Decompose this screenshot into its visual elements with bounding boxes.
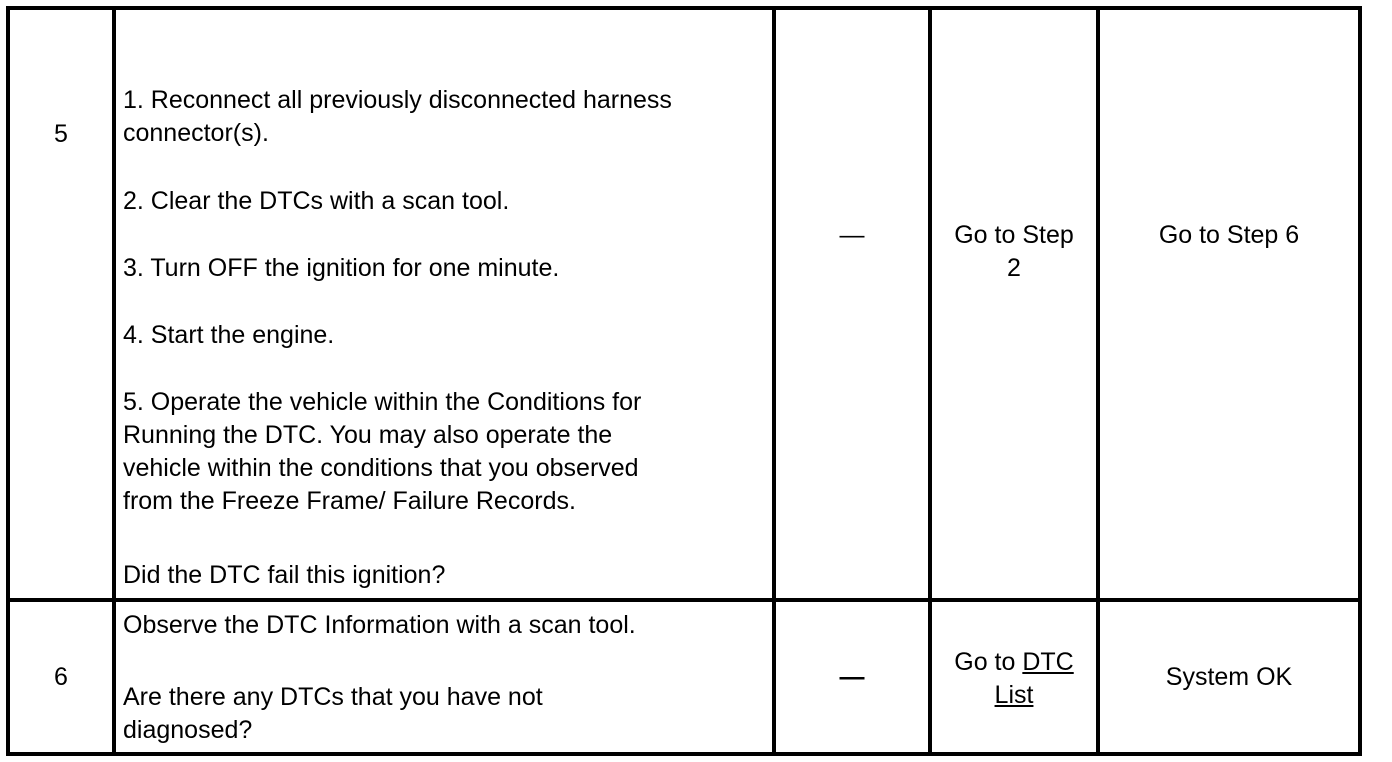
- action-cell: [123, 386, 768, 518]
- action-line: vehicle within the conditions that you observed: [123, 454, 639, 482]
- no-text: System OK: [1165, 663, 1293, 691]
- action-cell: [123, 319, 768, 352]
- table-border-right: [1358, 6, 1362, 756]
- yes-line: [932, 646, 1096, 679]
- action-cell: [123, 185, 768, 218]
- action-cell: [123, 681, 768, 747]
- table-border-top: [6, 6, 1362, 10]
- action-line: connector(s).: [123, 119, 269, 147]
- value-text: —: [839, 221, 865, 249]
- yes-cell: [932, 219, 1096, 285]
- action-line: Running the DTC. You may also operate the: [123, 421, 613, 449]
- column-divider-value: [928, 6, 932, 756]
- action-line: 2. Clear the DTCs with a scan tool.: [123, 187, 510, 215]
- value-cell: [776, 219, 928, 252]
- row-divider: [6, 598, 1362, 602]
- no-cell: [1100, 219, 1358, 252]
- action-cell: [123, 84, 768, 150]
- table-border-bottom: [6, 752, 1362, 756]
- action-cell: [123, 252, 768, 285]
- action-question: [123, 559, 768, 592]
- action-line: diagnosed?: [123, 716, 253, 744]
- step-number-text: 5: [54, 120, 68, 148]
- action-line: 1. Reconnect all previously disconnected harness: [123, 86, 672, 114]
- column-divider-step: [112, 6, 116, 756]
- value-cell: [776, 661, 928, 694]
- yes-line: 2: [1007, 254, 1021, 282]
- action-line: 4. Start the engine.: [123, 321, 335, 349]
- action-line: from the Freeze Frame/ Failure Records.: [123, 487, 576, 515]
- yes-line: Go to Step: [954, 221, 1074, 249]
- action-line: 3. Turn OFF the ignition for one minute.: [123, 254, 560, 282]
- yes-line: [932, 679, 1096, 712]
- action-line: Did the DTC fail this ignition?: [123, 561, 446, 589]
- action-cell: [123, 609, 768, 642]
- yes-cell: [932, 646, 1096, 712]
- dtc-list-link[interactable]: DTC: [1022, 648, 1074, 676]
- action-line: Are there any DTCs that you have not: [123, 683, 543, 711]
- step-number: [10, 118, 112, 151]
- no-cell: [1100, 661, 1358, 694]
- no-text: Go to Step 6: [1158, 221, 1300, 249]
- yes-prefix: Go to: [954, 648, 1023, 676]
- column-divider-action: [772, 6, 776, 756]
- value-text: —: [839, 663, 865, 691]
- action-line: 5. Operate the vehicle within the Conditions for: [123, 388, 642, 416]
- dtc-list-link[interactable]: List: [994, 681, 1034, 709]
- step-number: [10, 661, 112, 694]
- column-divider-yes: [1096, 6, 1100, 756]
- action-line: Observe the DTC Information with a scan tool.: [123, 611, 636, 639]
- step-number-text: 6: [54, 663, 68, 691]
